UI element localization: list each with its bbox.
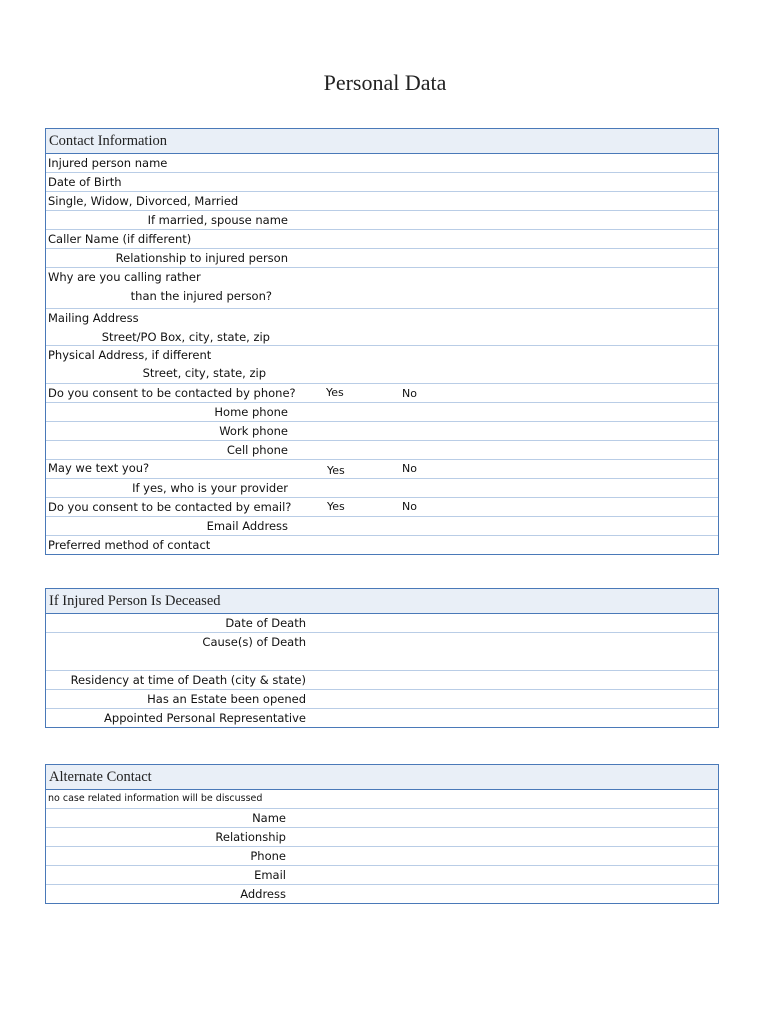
estate-opened-row[interactable] (46, 690, 718, 709)
why-calling-row[interactable] (46, 268, 718, 309)
caller-name-label: Caller Name (if different) (48, 232, 192, 246)
text-provider-row[interactable] (46, 479, 718, 498)
alternate-email-label: Email (254, 868, 286, 882)
text-consent-yes-option[interactable]: Yes (327, 464, 345, 477)
text-consent-label: May we text you? (48, 461, 150, 475)
injured-person-name-row[interactable] (46, 154, 718, 173)
consent-phone-row[interactable] (46, 384, 718, 403)
work-phone-row[interactable] (46, 422, 718, 441)
cell-phone-label: Cell phone (226, 443, 288, 457)
cause-of-death-row[interactable] (46, 633, 718, 671)
consent-email-yes-option[interactable]: Yes (327, 500, 345, 513)
email-address-label: Email Address (206, 519, 288, 533)
page-title: Personal Data (323, 70, 447, 95)
email-address-row[interactable] (46, 517, 718, 536)
relationship-label: Relationship to injured person (115, 251, 288, 265)
preferred-contact-label: Preferred method of contact (48, 538, 211, 552)
home-phone-row[interactable] (46, 403, 718, 422)
home-phone-label: Home phone (214, 405, 288, 419)
consent-phone-yes-option[interactable]: Yes (326, 386, 344, 399)
personal-representative-label: Appointed Personal Representative (104, 711, 306, 725)
work-phone-label: Work phone (219, 424, 288, 438)
date-of-death-label: Date of Death (225, 616, 306, 630)
text-consent-row[interactable] (46, 460, 718, 479)
text-consent-no-option[interactable]: No (402, 462, 417, 475)
relationship-row[interactable] (46, 249, 718, 268)
alternate-phone-label: Phone (250, 849, 286, 863)
physical-address-label: Physical Address, if different (48, 348, 212, 362)
alternate-email-row[interactable] (46, 866, 718, 885)
cause-of-death-label: Cause(s) of Death (202, 635, 306, 649)
date-of-birth-row[interactable] (46, 173, 718, 192)
residency-label: Residency at time of Death (city & state) (70, 673, 306, 687)
preferred-contact-row[interactable] (46, 536, 718, 554)
injured-person-name-label: Injured person name (48, 156, 168, 170)
spouse-name-row[interactable] (46, 211, 718, 230)
alternate-address-row[interactable] (46, 885, 718, 903)
alternate-relationship-row[interactable] (46, 828, 718, 847)
consent-phone-no-option[interactable]: No (402, 387, 417, 400)
contact-information-heading: Contact Information (46, 129, 718, 154)
spouse-name-label: If married, spouse name (147, 213, 288, 227)
alternate-address-label: Address (240, 887, 286, 901)
contact-information-section (45, 128, 719, 555)
text-provider-label: If yes, who is your provider (132, 481, 288, 495)
alternate-phone-row[interactable] (46, 847, 718, 866)
consent-phone-label: Do you consent to be contacted by phone? (48, 386, 296, 400)
physical-address-row[interactable] (46, 346, 718, 384)
mailing-address-label: Mailing Address (48, 311, 139, 325)
date-of-death-row[interactable] (46, 614, 718, 633)
cell-phone-row[interactable] (46, 441, 718, 460)
consent-email-no-option[interactable]: No (402, 500, 417, 513)
alternate-contact-note-row (46, 790, 718, 809)
why-calling-label-line2: than the injured person? (130, 289, 272, 303)
residency-row[interactable] (46, 671, 718, 690)
why-calling-label-line1: Why are you calling rather (48, 270, 201, 284)
deceased-section (45, 588, 719, 728)
physical-address-sub-label: Street, city, state, zip (142, 366, 266, 380)
alternate-contact-heading: Alternate Contact (46, 765, 718, 790)
mailing-address-row[interactable] (46, 309, 718, 346)
personal-representative-row[interactable] (46, 709, 718, 727)
deceased-heading: If Injured Person Is Deceased (46, 589, 718, 614)
date-of-birth-label: Date of Birth (48, 175, 122, 189)
alternate-relationship-label: Relationship (215, 830, 286, 844)
alternate-name-label: Name (252, 811, 286, 825)
marital-status-row[interactable] (46, 192, 718, 211)
alternate-contact-note: no case related information will be discussed (48, 793, 263, 804)
alternate-name-row[interactable] (46, 809, 718, 828)
estate-opened-label: Has an Estate been opened (147, 692, 306, 706)
consent-email-row[interactable] (46, 498, 718, 517)
marital-status-label: Single, Widow, Divorced, Married (48, 194, 239, 208)
caller-name-row[interactable] (46, 230, 718, 249)
alternate-contact-section (45, 764, 719, 904)
mailing-address-sub-label: Street/PO Box, city, state, zip (101, 330, 270, 344)
consent-email-label: Do you consent to be contacted by email? (48, 500, 292, 514)
